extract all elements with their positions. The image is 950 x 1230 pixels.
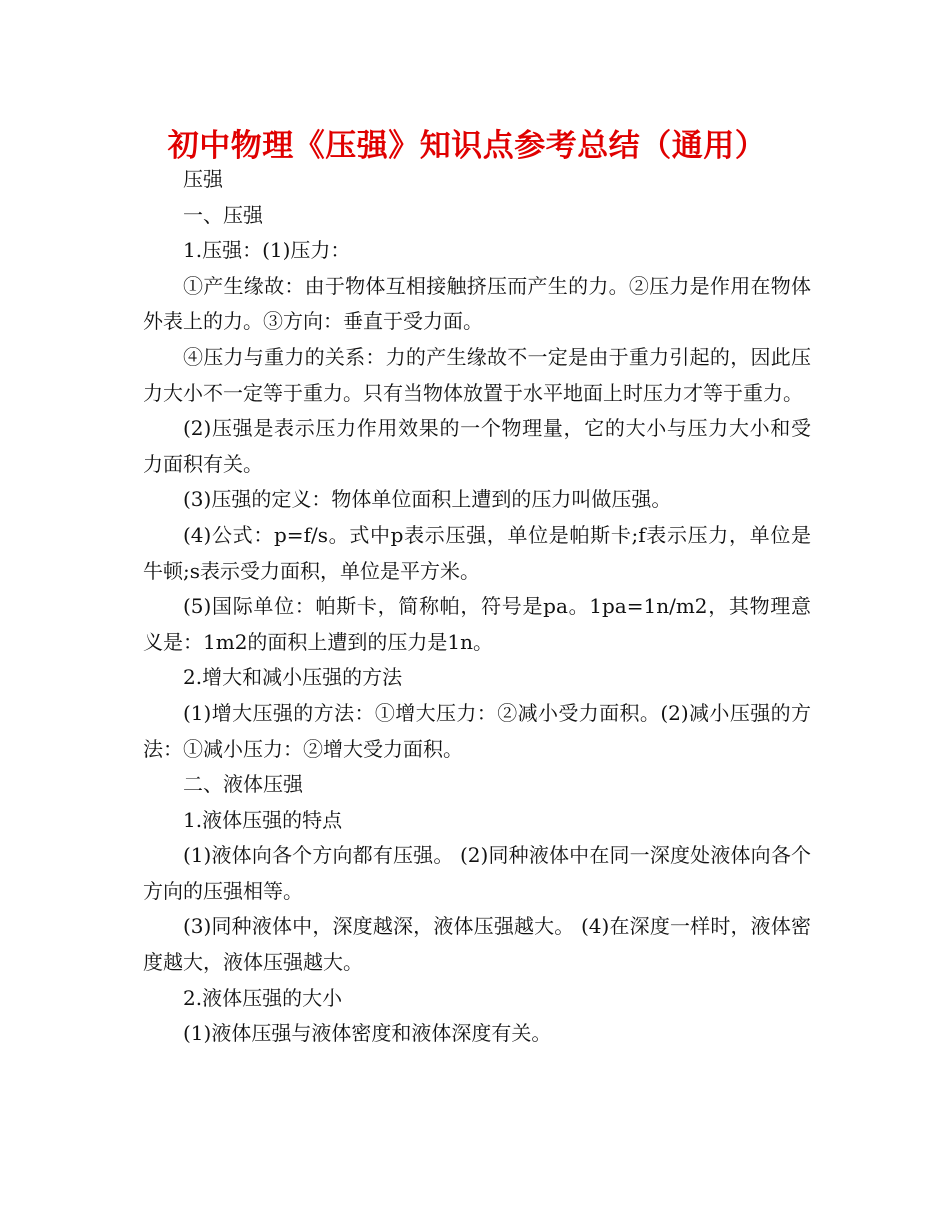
subsection-heading: 1.压强：(1)压力： xyxy=(183,238,351,263)
document-body xyxy=(143,162,811,1052)
section-heading: 压强 xyxy=(183,167,223,191)
paragraph: (4)公式：p=f/s。式中p表示压强，单位是帕斯卡;f表示压力，单位是牛顿;s表示受力面积，单位是平方米。 xyxy=(143,522,811,583)
paragraph: (1)增大压强的方法：①增大压力：②减小受力面积。(2)减小压强的方法：①减小压力：②增大受力面积。 xyxy=(143,700,811,761)
subsection-heading: 2.液体压强的大小 xyxy=(183,985,343,1010)
subsection-heading: 2.增大和减小压强的方法 xyxy=(183,665,403,690)
paragraph: (3)压强的定义：物体单位面积上遭到的压力叫做压强。 xyxy=(183,487,672,512)
paragraph: (1)液体压强与液体密度和液体深度有关。 xyxy=(183,1021,552,1046)
paragraph: (1)液体向各个方向都有压强。 (2)同种液体中在同一深度处液体向各个方向的压强相等。 xyxy=(143,843,811,903)
paragraph: (5)国际单位：帕斯卡，简称帕，符号是pa。1pa=1n/m2，其物理意义是：1m2的面积上遭到的压力是1n。 xyxy=(143,594,811,654)
document-title: 初中物理《压强》知识点参考总结（通用） xyxy=(167,128,767,164)
subsection-heading: 1.液体压强的特点 xyxy=(183,807,343,832)
paragraph: (3)同种液体中，深度越深，液体压强越大。 (4)在深度一样时，液体密度越大，液体压强越大。 xyxy=(143,914,811,975)
section-heading: 一、压强 xyxy=(183,202,263,227)
paragraph: (2)压强是表示压力作用效果的一个物理量，它的大小与压力大小和受力面积有关。 xyxy=(143,416,811,476)
section-heading: 二、液体压强 xyxy=(183,772,303,797)
paragraph: ①产生缘故：由于物体互相接触挤压而产生的力。②压力是作用在物体外表上的力。③方向：垂直于受力面。 xyxy=(143,273,811,334)
paragraph: ④压力与重力的关系：力的产生缘故不一定是由于重力引起的，因此压力大小不一定等于重力。只有当物体放置于水平地面上时压力才等于重力。 xyxy=(143,344,811,405)
